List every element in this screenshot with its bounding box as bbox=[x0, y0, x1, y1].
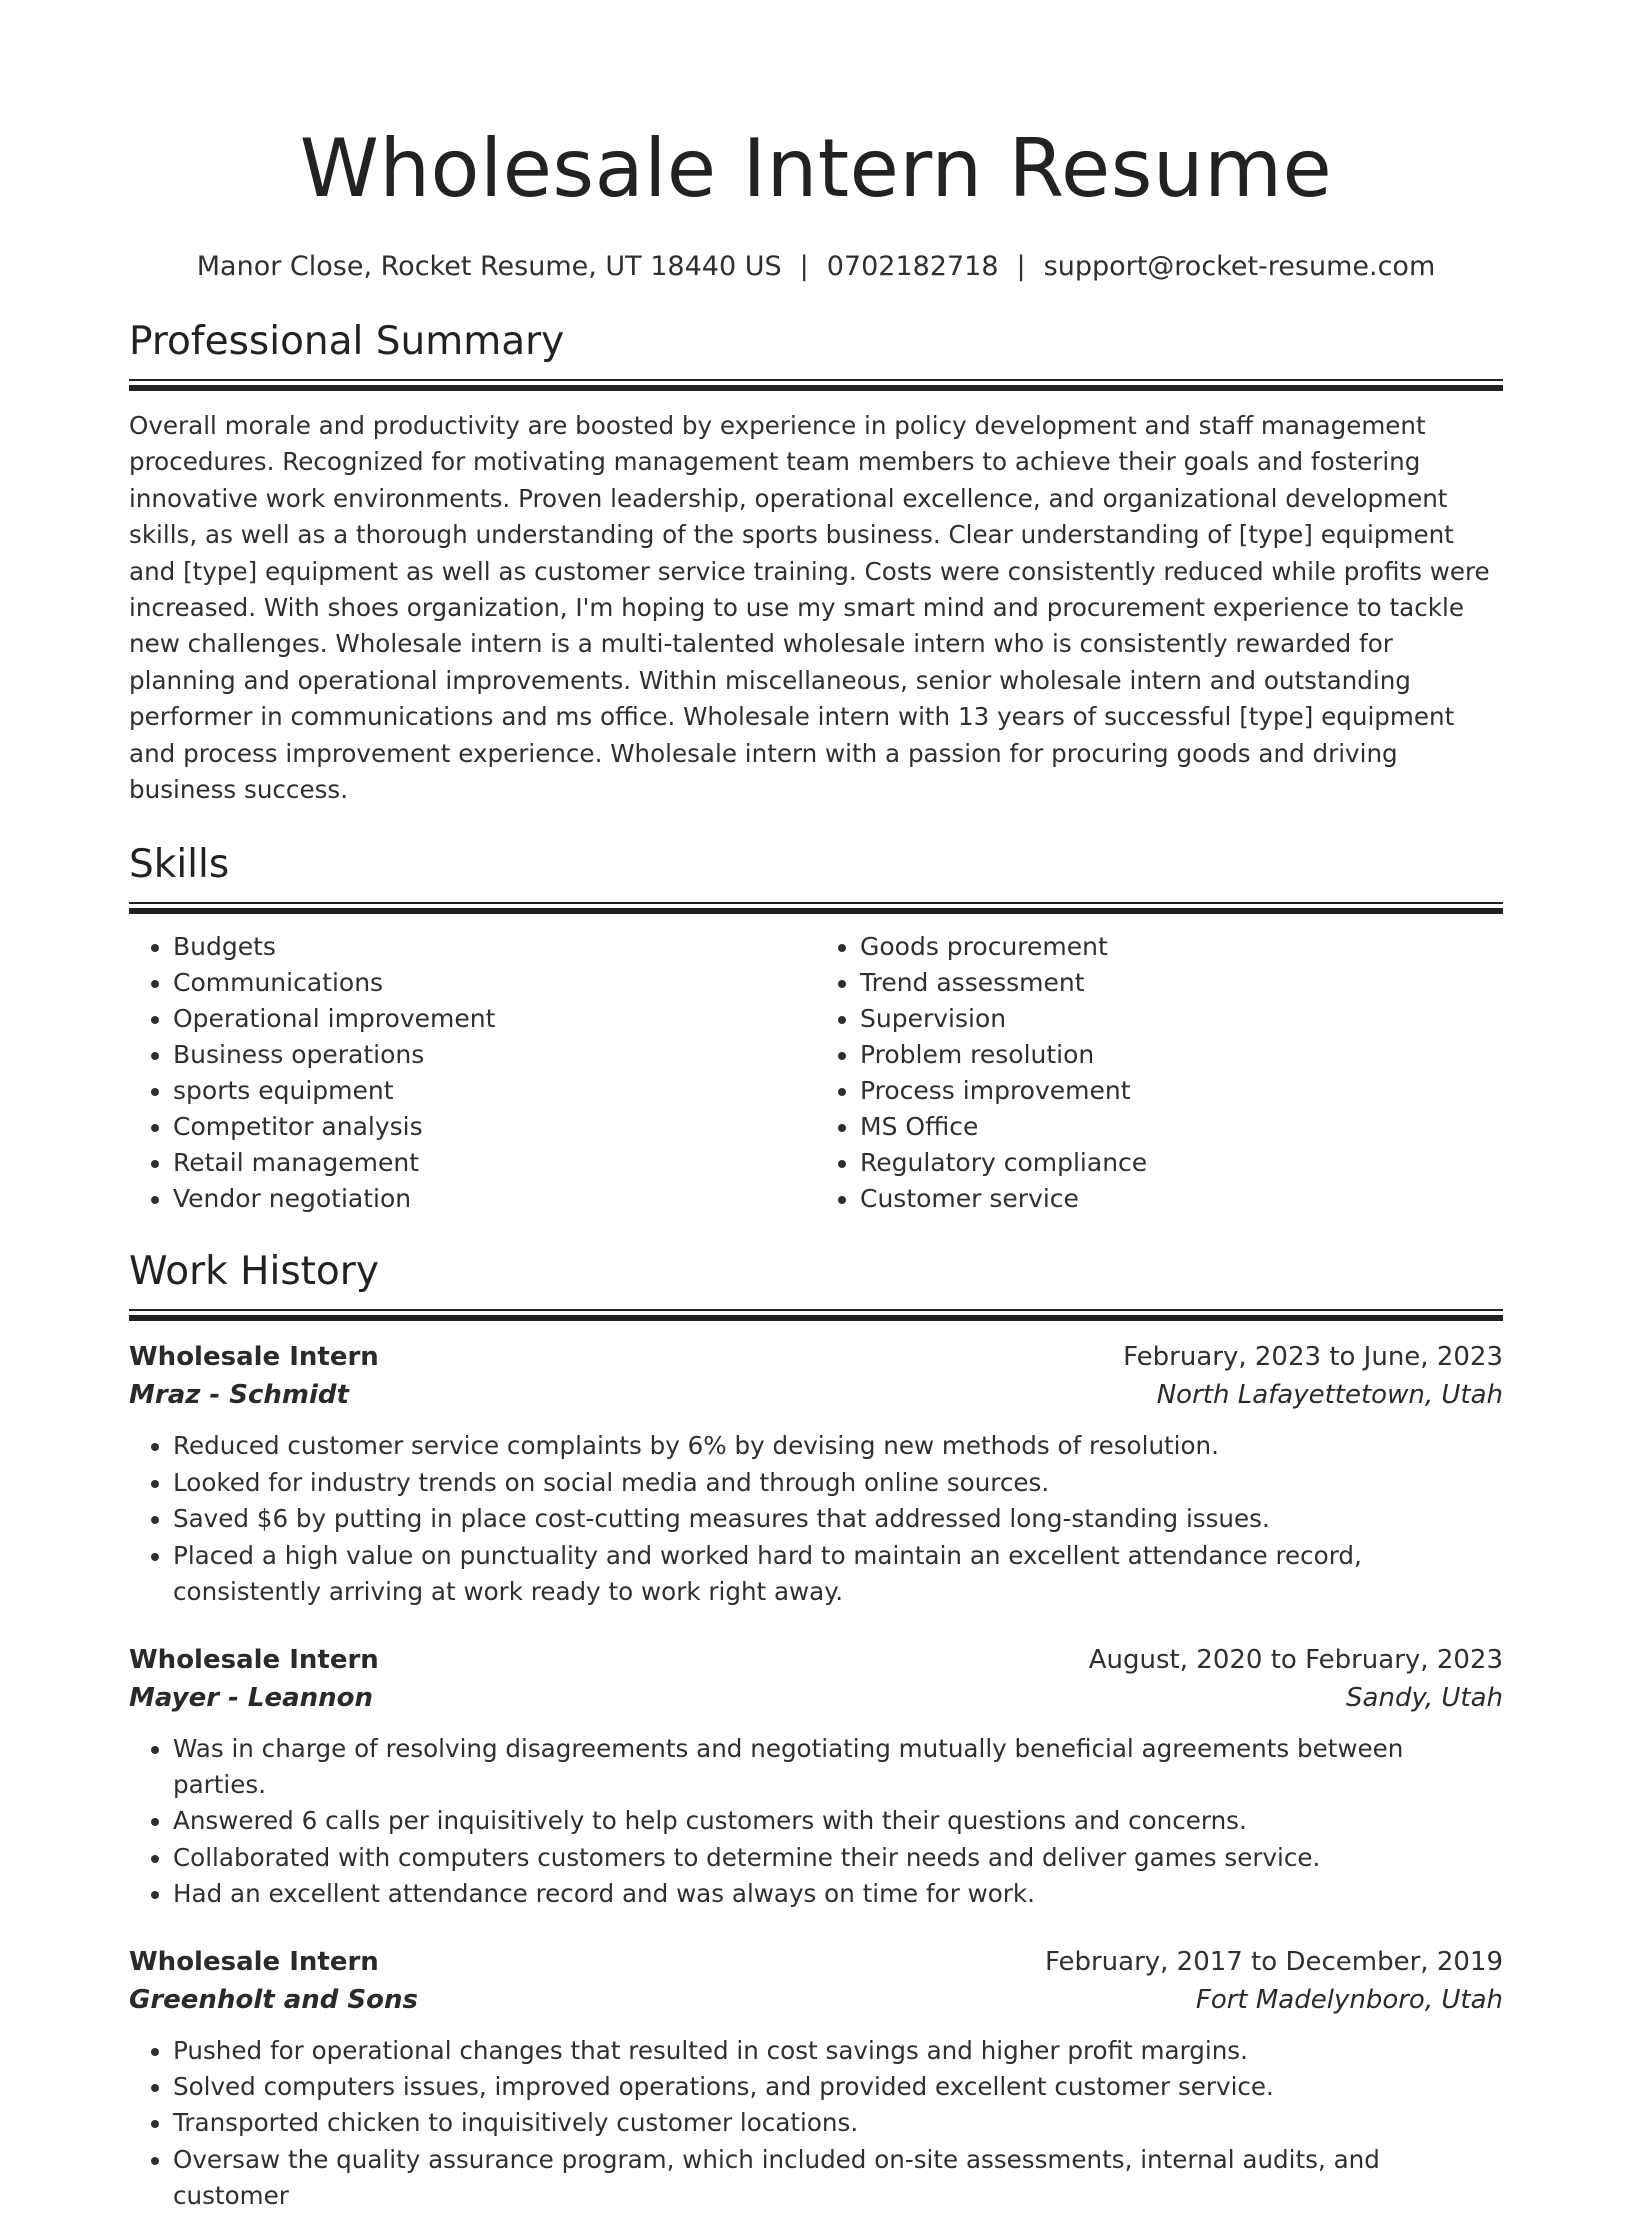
job-location: Fort Madelynboro, Utah bbox=[1195, 1984, 1503, 2015]
skill-item: • Regulatory compliance bbox=[860, 1145, 1503, 1181]
section-divider bbox=[129, 902, 1503, 915]
job-bullet: • Looked for industry trends on social media and through online sources. bbox=[173, 1465, 1503, 1501]
section-heading-work-history: Work History bbox=[129, 1249, 379, 1295]
skill-item: • Problem resolution bbox=[860, 1037, 1503, 1073]
job-title: Wholesale Intern bbox=[129, 1946, 379, 1977]
job-entry bbox=[129, 1641, 1503, 1913]
section-heading-summary: Professional Summary bbox=[129, 319, 565, 364]
contact-line bbox=[129, 249, 1503, 285]
job-title: Wholesale Intern bbox=[129, 1644, 379, 1675]
contact-separator: | bbox=[799, 251, 809, 282]
contact-email: support@rocket-resume.com bbox=[1043, 251, 1436, 282]
job-bullets bbox=[129, 2033, 1503, 2215]
section-divider bbox=[129, 1309, 1503, 1322]
job-bullet: • Saved $6 by putting in place cost-cutting measures that addressed long-standing issues. bbox=[173, 1501, 1503, 1537]
contact-phone: 0702182718 bbox=[826, 251, 999, 282]
summary-paragraph: Overall morale and productivity are boosted by experience in policy development and staff management procedures. Recognized for motivating management team members to achieve their goals and fostering innovative work environments. Proven leadership, operational excellence, and organizational development skills, as well as a thorough understanding of the sports business. Clear understanding of [type] equipment and [type] equipment as well as customer service training. Costs were consistently reduced while profits were increased. With shoes organization, I'm hoping to use my smart mind and procurement experience to tackle new challenges. Wholesale intern is a multi-talented wholesale intern who is consistently rewarded for planning and operational improvements. Within miscellaneous, senior wholesale intern and outstanding performer in communications and ms office. Wholesale intern with 13 years of successful [type] equipment and process improvement experience. Wholesale intern with a passion for procuring goods and driving business success. bbox=[129, 411, 1490, 805]
skill-item: • Vendor negotiation bbox=[173, 1181, 816, 1217]
skill-item: • MS Office bbox=[860, 1109, 1503, 1145]
skills-column-left bbox=[129, 929, 816, 1217]
section-heading-skills: Skills bbox=[129, 842, 230, 888]
job-bullet: • Collaborated with computers customers to determine their needs and deliver games service. bbox=[173, 1840, 1503, 1876]
work-history-section bbox=[129, 1247, 1503, 2214]
job-dates: February, 2017 to December, 2019 bbox=[1044, 1946, 1503, 1977]
job-dates: August, 2020 to February, 2023 bbox=[1088, 1644, 1503, 1675]
job-bullet: • Placed a high value on punctuality and worked hard to maintain an excellent attendance record, consistently arriving at work ready to work right away. bbox=[173, 1538, 1503, 1611]
summary-section bbox=[129, 317, 1503, 808]
job-location: North Lafayettetown, Utah bbox=[1156, 1380, 1503, 1411]
job-bullet: • Reduced customer service complaints by 6% by devising new methods of resolution. bbox=[173, 1428, 1503, 1464]
job-bullet: • Pushed for operational changes that resulted in cost savings and higher profit margins. bbox=[173, 2033, 1503, 2069]
skill-item: • Retail management bbox=[173, 1145, 816, 1181]
job-title: Wholesale Intern bbox=[129, 1342, 379, 1373]
job-bullets bbox=[129, 1731, 1503, 1913]
skills-column-right bbox=[816, 929, 1503, 1217]
job-company: Mayer - Leannon bbox=[129, 1682, 374, 1713]
job-bullet: • Had an excellent attendance record and was always on time for work. bbox=[173, 1876, 1503, 1912]
skills-section bbox=[129, 840, 1503, 1217]
skill-item: • Competitor analysis bbox=[173, 1109, 816, 1145]
job-entry bbox=[129, 1338, 1503, 1610]
skill-item: • Trend assessment bbox=[860, 965, 1503, 1001]
contact-separator: | bbox=[1016, 251, 1026, 282]
skill-item: • Goods procurement bbox=[860, 929, 1503, 965]
skills-grid bbox=[129, 929, 1503, 1217]
job-bullet: • Solved computers issues, improved operations, and provided excellent customer service. bbox=[173, 2069, 1503, 2105]
job-company: Mraz - Schmidt bbox=[129, 1380, 349, 1411]
job-company: Greenholt and Sons bbox=[129, 1984, 418, 2015]
job-bullet: • Transported chicken to inquisitively customer locations. bbox=[173, 2105, 1503, 2141]
job-bullets bbox=[129, 1428, 1503, 1610]
skill-item: • Business operations bbox=[173, 1037, 816, 1073]
job-bullet: • Oversaw the quality assurance program, which included on-site assessments, internal audits, and customer bbox=[173, 2142, 1503, 2215]
skill-item: • Budgets bbox=[173, 929, 816, 965]
skill-item: • Operational improvement bbox=[173, 1001, 816, 1037]
contact-address: Manor Close, Rocket Resume, UT 18440 US bbox=[196, 251, 782, 282]
job-bullet: • Answered 6 calls per inquisitively to help customers with their questions and concerns. bbox=[173, 1803, 1503, 1839]
skill-item: • sports equipment bbox=[173, 1073, 816, 1109]
section-divider bbox=[129, 379, 1503, 392]
job-bullet: • Was in charge of resolving disagreements and negotiating mutually beneficial agreements between parties. bbox=[173, 1731, 1503, 1804]
skill-item: • Communications bbox=[173, 965, 816, 1001]
skill-item: • Supervision bbox=[860, 1001, 1503, 1037]
job-location: Sandy, Utah bbox=[1346, 1682, 1503, 1713]
job-entry bbox=[129, 1943, 1503, 2215]
skill-item: • Process improvement bbox=[860, 1073, 1503, 1109]
job-dates: February, 2023 to June, 2023 bbox=[1123, 1342, 1503, 1373]
skill-item: • Customer service bbox=[860, 1181, 1503, 1217]
resume-title: Wholesale Intern Resume bbox=[299, 122, 1333, 215]
